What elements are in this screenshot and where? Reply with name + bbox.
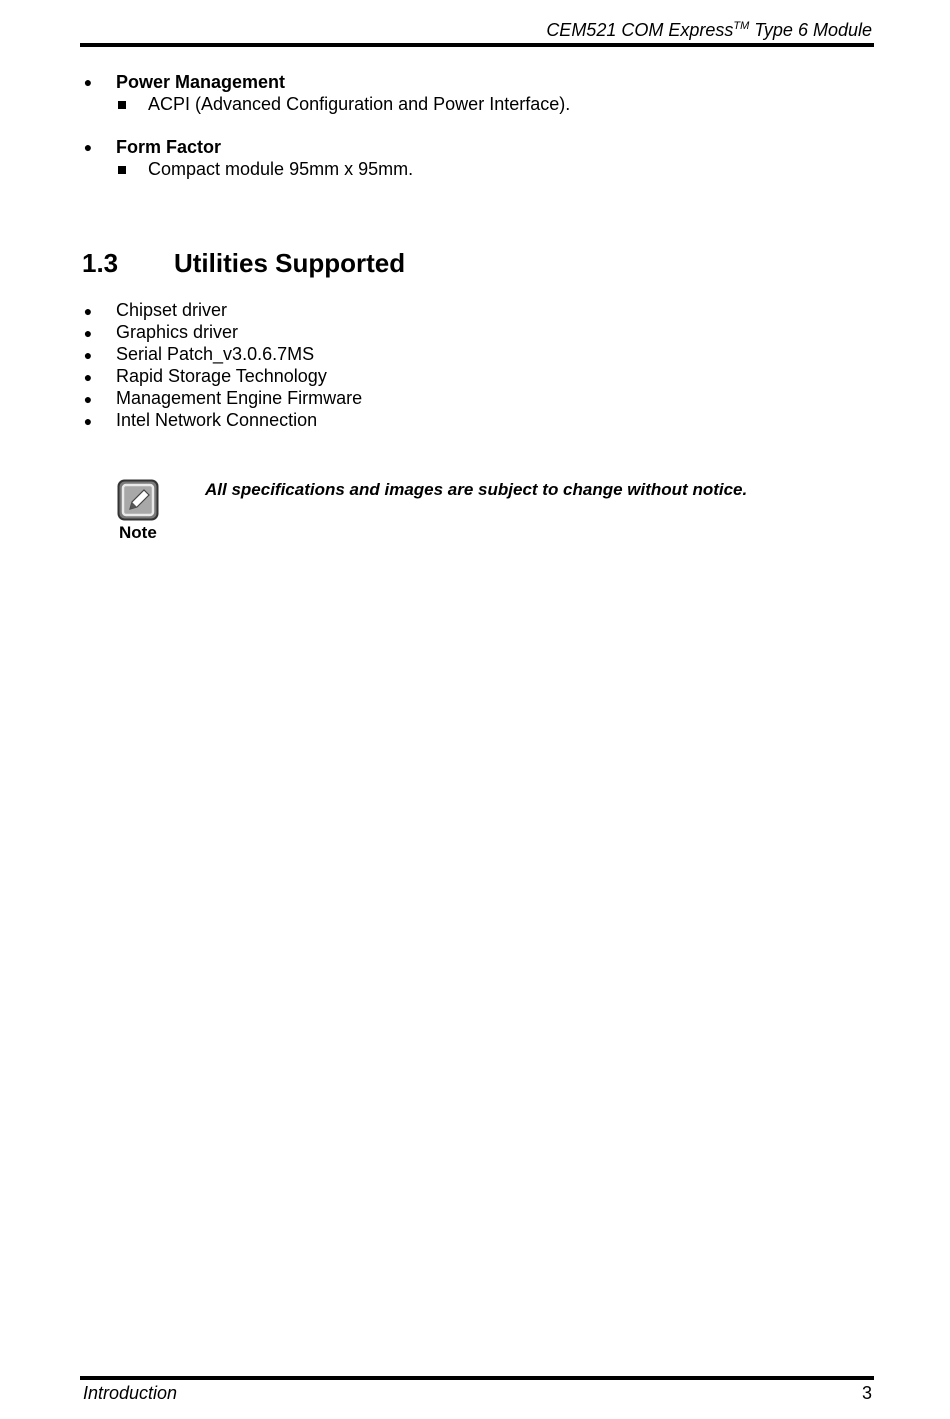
bullet-icon: ● <box>83 325 93 341</box>
note-label: Note <box>119 523 157 542</box>
footer-chapter: Introduction <box>83 1383 178 1403</box>
bullet-icon: ● <box>83 303 93 319</box>
header-rule <box>80 43 874 47</box>
square-bullet-icon <box>118 101 126 109</box>
section-title: Utilities Supported <box>174 248 406 278</box>
note-pencil-icon <box>117 479 159 521</box>
utility-item: Chipset driver <box>116 300 228 320</box>
bullet-icon: ● <box>83 347 93 363</box>
bullet-icon: ● <box>83 74 93 90</box>
feature-heading-power-management: Power Management <box>116 72 286 92</box>
header-trademark: TM <box>733 20 750 32</box>
bullet-icon: ● <box>83 139 93 155</box>
bullet-icon: ● <box>83 413 93 429</box>
utility-item: Graphics driver <box>116 322 239 342</box>
utility-item: Management Engine Firmware <box>116 388 363 408</box>
feature-item-compact-module: Compact module 95mm x 95mm. <box>148 159 414 179</box>
utility-item: Intel Network Connection <box>116 410 318 430</box>
header-title-main: CEM521 COM Express <box>546 20 734 40</box>
utility-item: Rapid Storage Technology <box>116 366 327 386</box>
section-number: 1.3 <box>82 248 119 278</box>
square-bullet-icon <box>118 166 126 174</box>
running-header <box>546 20 872 41</box>
footer-rule <box>80 1376 874 1380</box>
page-number: 3 <box>861 1383 872 1403</box>
bullet-icon: ● <box>83 391 93 407</box>
feature-heading-form-factor: Form Factor <box>116 137 222 157</box>
feature-item-acpi: ACPI (Advanced Configuration and Power Interface). <box>148 94 571 114</box>
utility-item: Serial Patch_v3.0.6.7MS <box>116 344 315 364</box>
bullet-icon: ● <box>83 369 93 385</box>
header-title-tail: Type 6 Module <box>749 20 872 40</box>
note-text: All specifications and images are subject to change without notice. <box>205 480 748 499</box>
